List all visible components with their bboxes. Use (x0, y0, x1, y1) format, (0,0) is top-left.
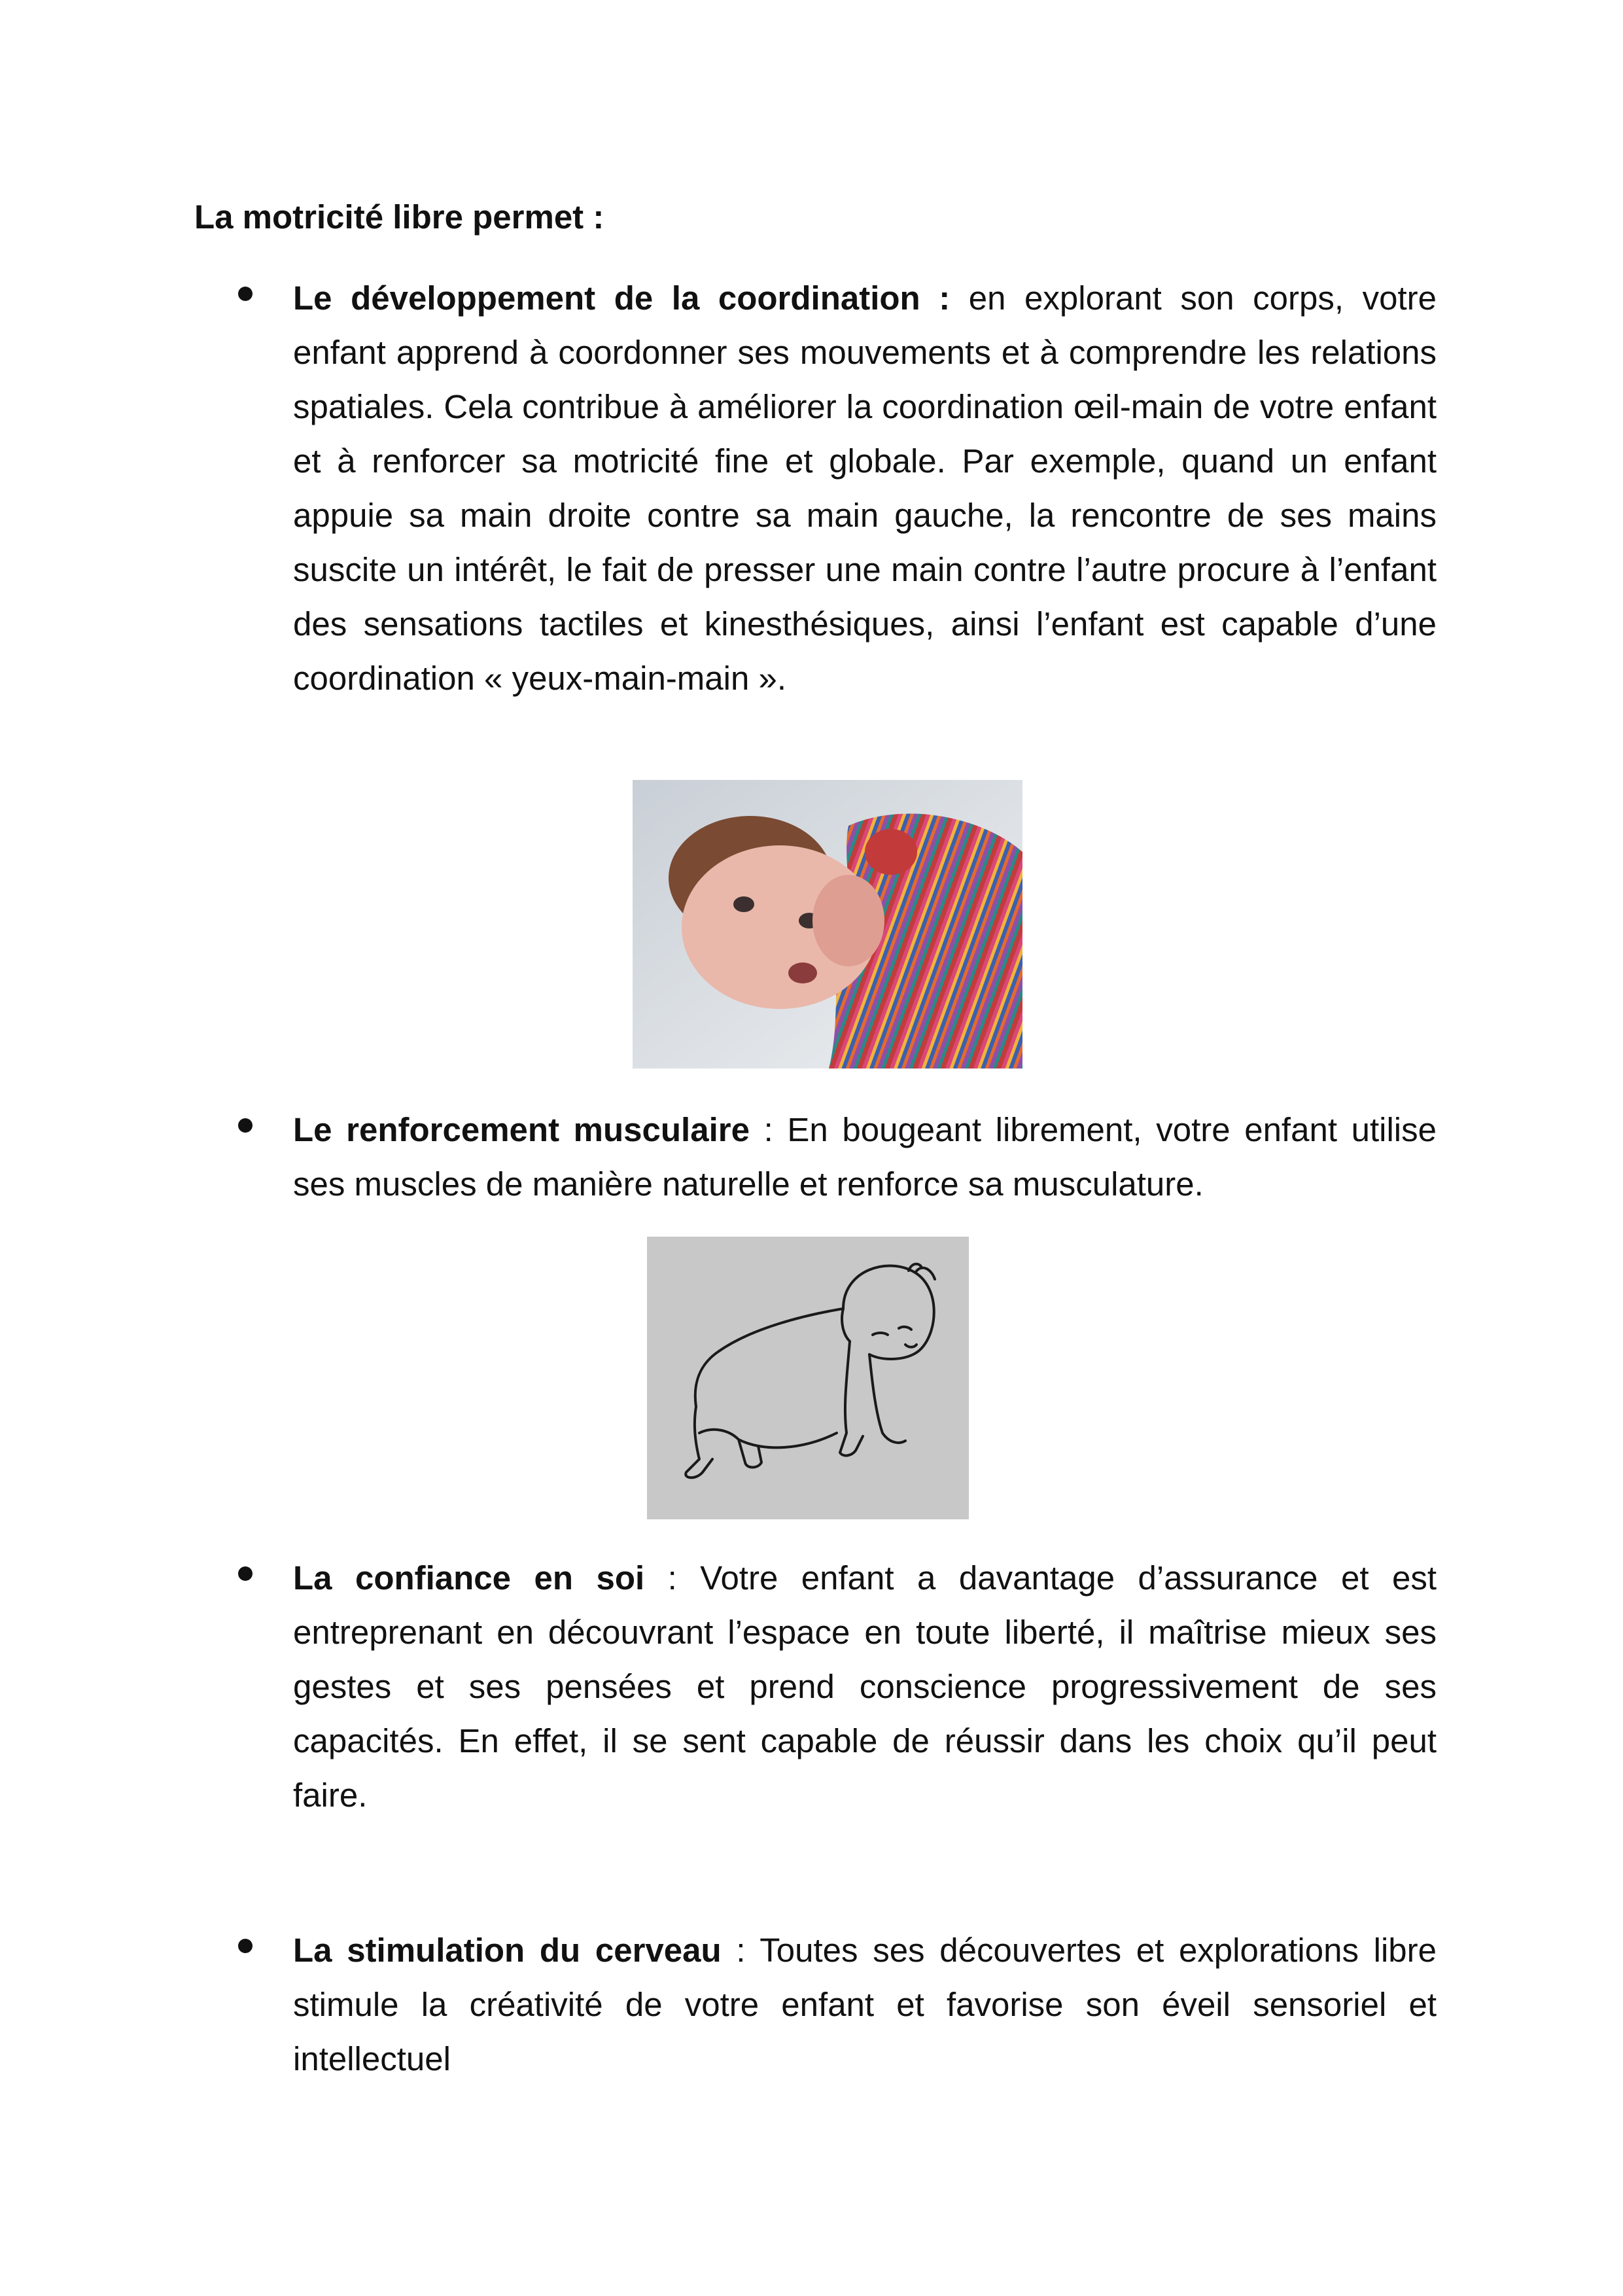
bullet-icon (238, 1939, 253, 1953)
bullet-icon (238, 1118, 253, 1133)
bullet-icon (238, 1566, 253, 1581)
list-item-text (293, 271, 1437, 705)
list-item-body: : Toutes ses découvertes et explorations libre stimule la créativité de votre enfant et favorise son éveil sensoriel et intellectuel (293, 1932, 1437, 2077)
list-item-title: Le développement de la coordination : (293, 279, 951, 317)
list-item-body: : En bougeant librement, votre enfant utilise ses muscles de manière naturelle et renforce sa musculature. (293, 1111, 1437, 1203)
crawling-baby-drawing (647, 1237, 969, 1519)
list-item-text (293, 1923, 1437, 2086)
list-item-coordination (246, 271, 1437, 705)
list-item-muscle (246, 1103, 1437, 1211)
list-item-title: La stimulation du cerveau (293, 1932, 722, 1969)
list-item-confidence (246, 1551, 1437, 1822)
list-item-body: en explorant son corps, votre enfant apprend à coordonner ses mouvements et à comprendre les relations spatiales. Cela contribue à améliorer la coordination œil-main de votre enfant et à renforcer sa motricité fine et globale. Par exemple, quand un enfant appuie sa main droite contre sa main gauche, la rencontre de ses mains suscite un intérêt, le fait de presser une main contre l’autre procure à l’enfant des sensations tactiles et kinesthésiques, ainsi l’enfant est capable d’une coordination « yeux-main-main ». (293, 279, 1437, 697)
bullet-icon (238, 287, 253, 301)
baby-hands-photo (633, 780, 1022, 1069)
section-heading: La motricité libre permet : (194, 198, 604, 236)
list-item-text (293, 1103, 1437, 1211)
list-item-title: La confiance en soi (293, 1559, 645, 1597)
list-item-brain (246, 1923, 1437, 2086)
list-item-text (293, 1551, 1437, 1822)
list-item-body: : Votre enfant a davantage d’assurance et est entreprenant en découvrant l’espace en toute liberté, il maîtrise mieux ses gestes et ses pensées et prend conscience progressivement de ses capacités. En effet, il se sent capable de réussir dans les choix qu’il peut faire. (293, 1559, 1437, 1814)
list-item-title: Le renforcement musculaire (293, 1111, 750, 1148)
